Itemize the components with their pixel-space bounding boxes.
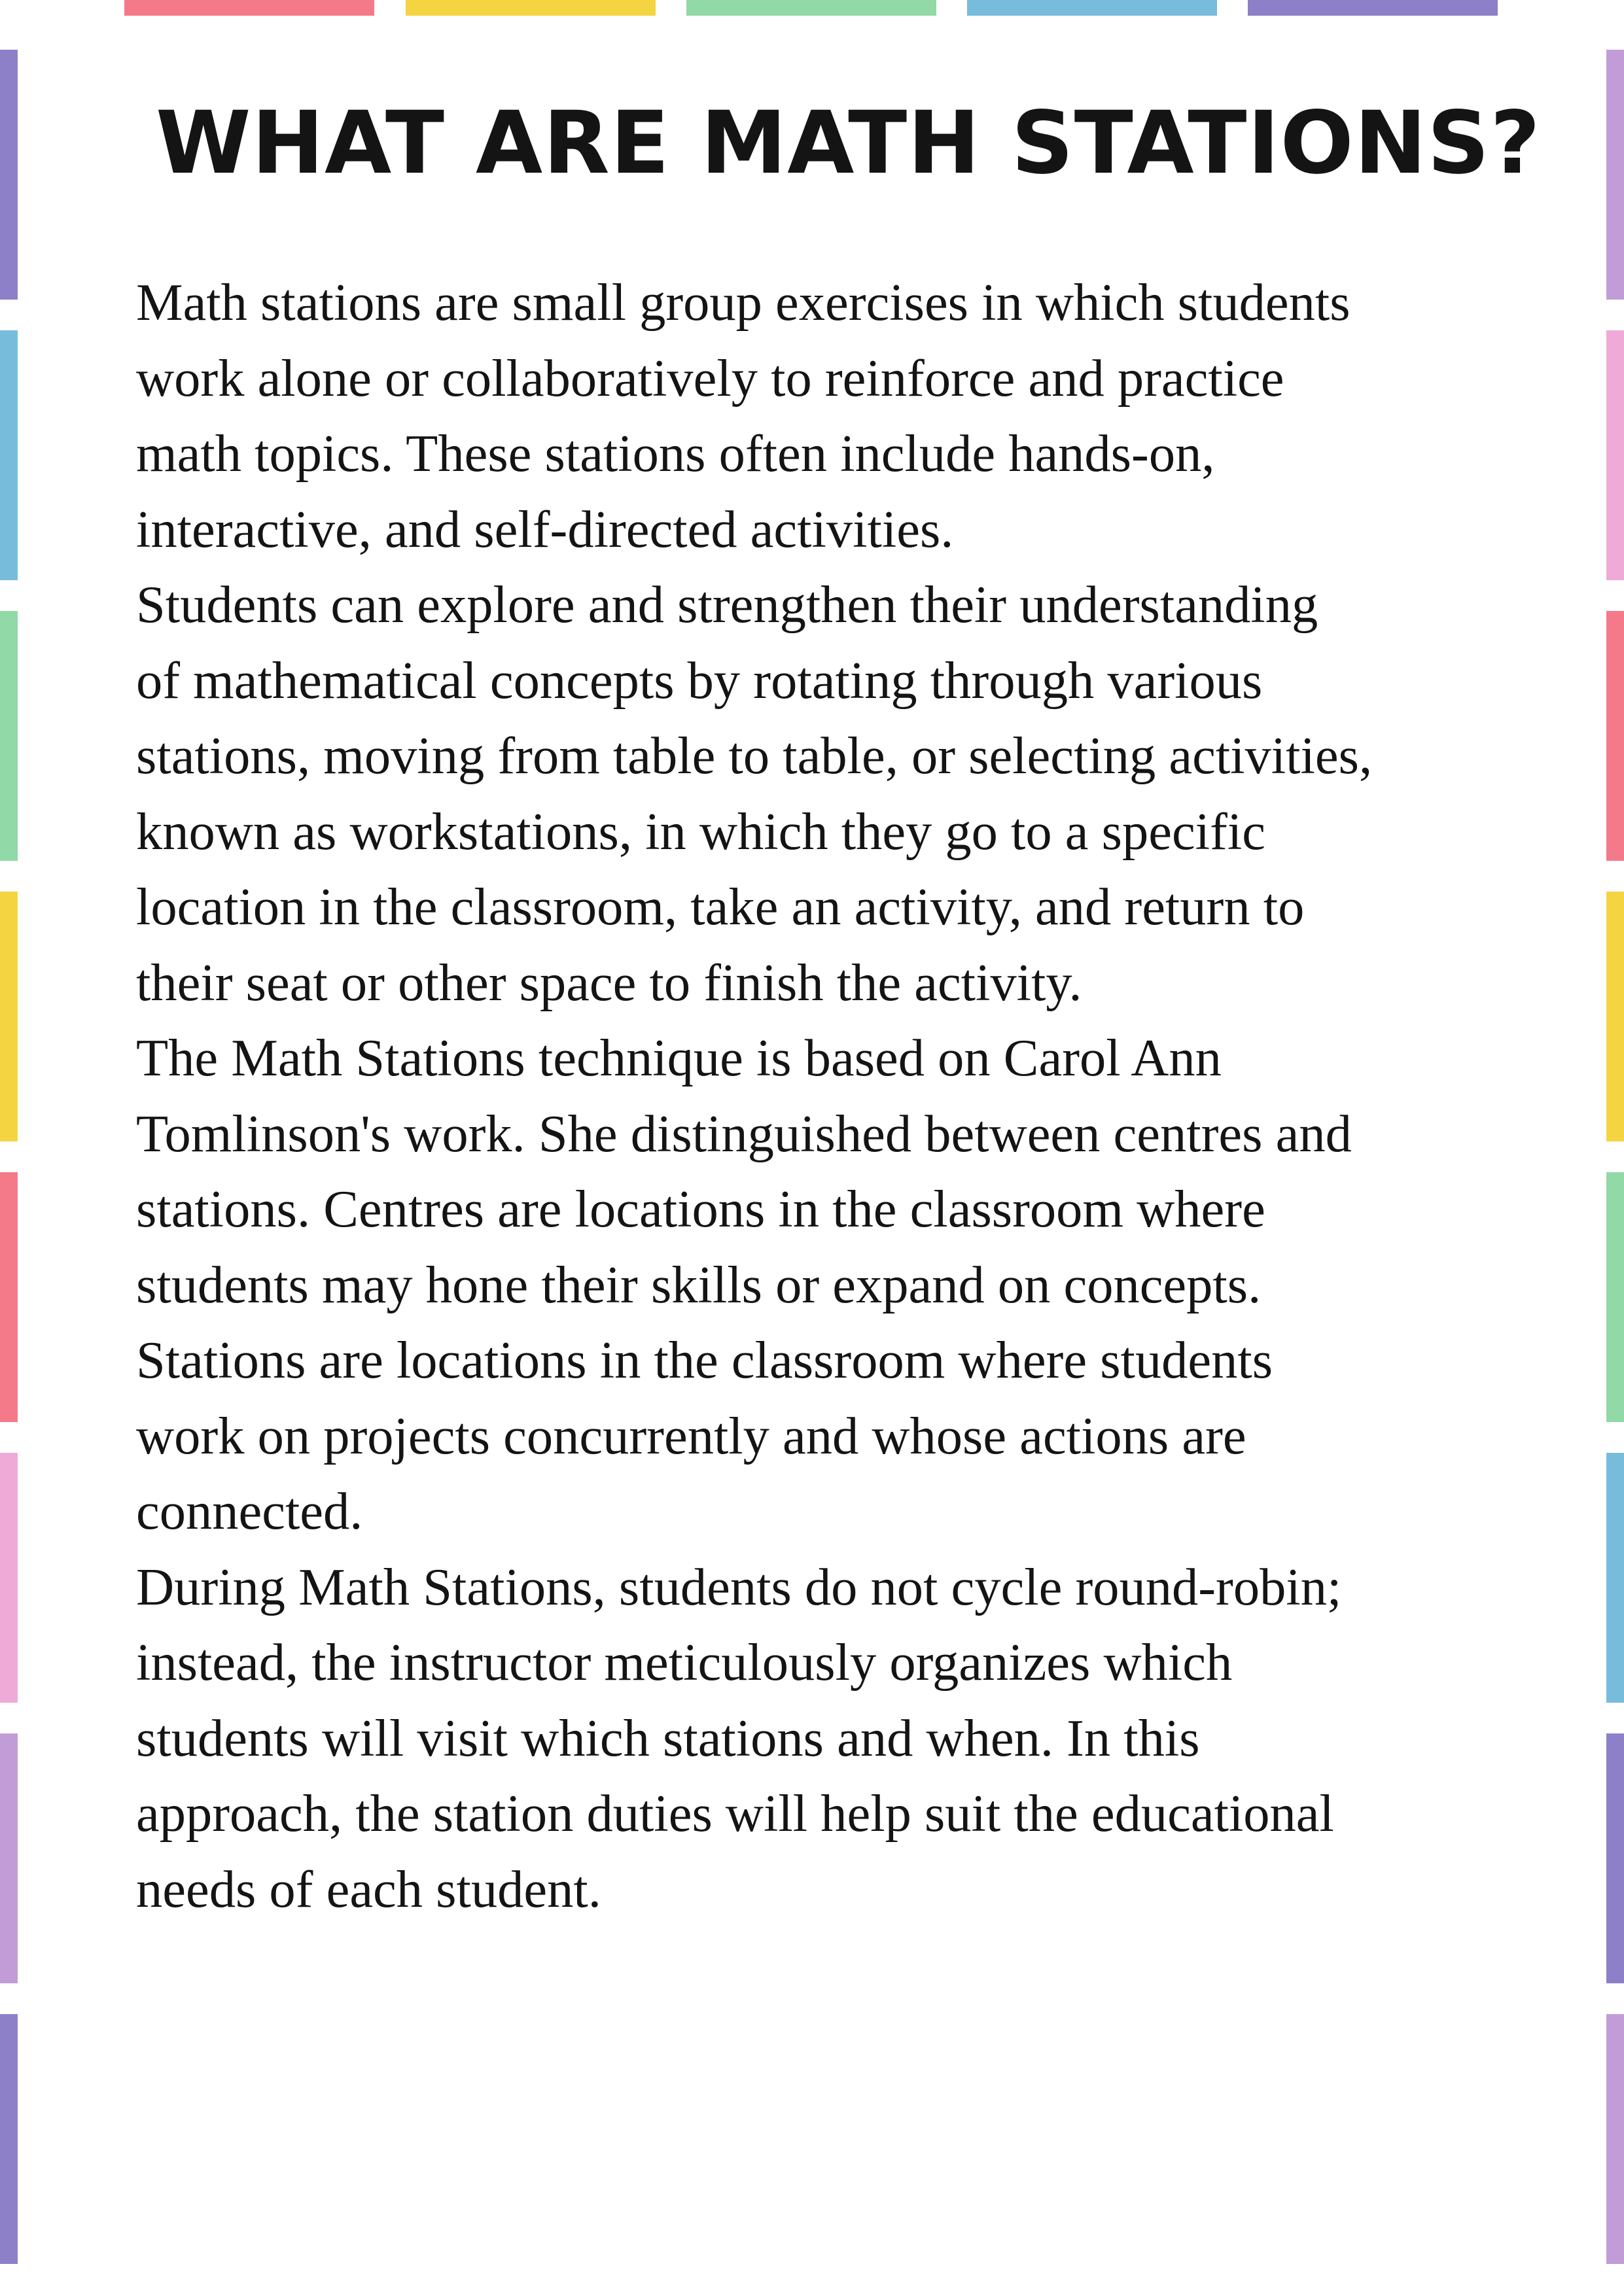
top-bar-4 <box>967 0 1217 16</box>
left-bar-2 <box>0 330 18 580</box>
top-bar-2 <box>406 0 656 16</box>
right-bar-4 <box>1606 892 1624 1141</box>
left-bar-8 <box>0 2014 18 2264</box>
body-line: known as workstations, in which they go to a specific <box>136 802 1265 861</box>
body-line: their seat or other space to finish the activity. <box>136 953 1082 1012</box>
left-bar-3 <box>0 611 18 861</box>
body-line: stations. Centres are locations in the classroom where <box>136 1180 1265 1238</box>
right-bar-1 <box>1606 50 1624 300</box>
body-line: During Math Stations, students do not cycle round-robin; <box>136 1557 1342 1616</box>
left-bar-1 <box>0 50 18 300</box>
page-title: WHAT ARE MATH STATIONS? <box>156 93 1541 194</box>
body-line: Stations are locations in the classroom where students <box>136 1331 1273 1389</box>
right-bar-5 <box>1606 1172 1624 1422</box>
body-line: Math stations are small group exercises in which students <box>136 273 1350 332</box>
left-bar-4 <box>0 892 18 1141</box>
body-line: students will visit which stations and when. In this <box>136 1709 1200 1767</box>
body-line: instead, the instructor meticulously organizes which <box>136 1633 1233 1692</box>
left-bar-7 <box>0 1733 18 1983</box>
body-line: location in the classroom, take an activity, and return to <box>136 878 1305 936</box>
right-bar-3 <box>1606 611 1624 861</box>
right-bar-2 <box>1606 330 1624 580</box>
body-text <box>136 265 1556 1927</box>
right-bar-8 <box>1606 2014 1624 2264</box>
body-line: The Math Stations technique is based on Carol Ann <box>136 1029 1222 1087</box>
body-line: needs of each student. <box>136 1860 601 1919</box>
body-line: stations, moving from table to table, or selecting activities, <box>136 727 1373 785</box>
body-line: students may hone their skills or expand on concepts. <box>136 1255 1262 1314</box>
body-line: of mathematical concepts by rotating through various <box>136 651 1263 710</box>
right-bar-7 <box>1606 1733 1624 1983</box>
body-line: Students can explore and strengthen their understanding <box>136 576 1318 634</box>
body-line: work alone or collaboratively to reinforce and practice <box>136 349 1284 408</box>
right-bar-6 <box>1606 1453 1624 1703</box>
left-bar-5 <box>0 1172 18 1422</box>
body-line: math topics. These stations often include hands-on, <box>136 425 1215 483</box>
top-bar-5 <box>1248 0 1498 16</box>
left-bar-6 <box>0 1453 18 1703</box>
body-line: Tomlinson's work. She distinguished between centres and <box>136 1104 1352 1163</box>
body-line: approach, the station duties will help suit the educational <box>136 1784 1334 1843</box>
top-bar-3 <box>686 0 936 16</box>
body-line: interactive, and self-directed activities. <box>136 500 954 559</box>
body-line: work on projects concurrently and whose actions are <box>136 1406 1246 1465</box>
top-bar-1 <box>124 0 374 16</box>
body-line: connected. <box>136 1482 363 1540</box>
